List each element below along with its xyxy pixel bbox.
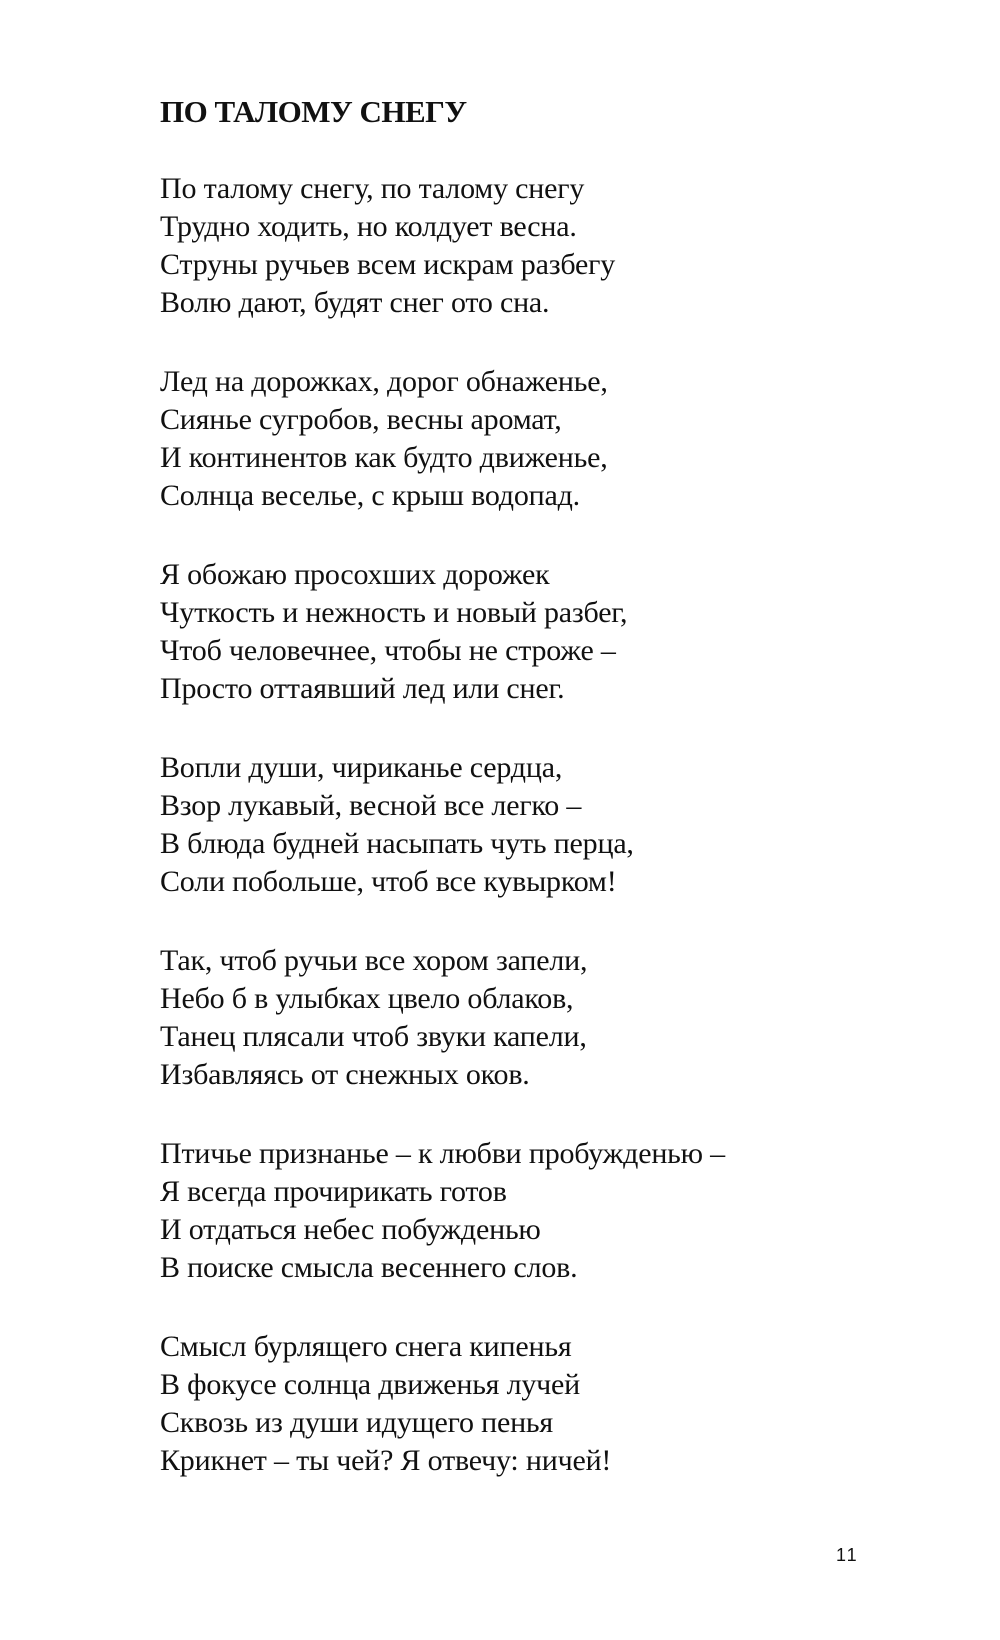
poem-line: Трудно ходить, но колдует весна.: [160, 210, 577, 243]
stanza: [160, 1328, 960, 1480]
poem-line: Так, чтоб ручьи все хором запели,: [160, 944, 588, 977]
stanza: [160, 749, 960, 901]
poem-line: Танец плясали чтоб звуки капели,: [160, 1020, 587, 1053]
poem-line: Я всегда прочирикать готов: [160, 1175, 507, 1208]
stanza: [160, 1135, 960, 1287]
poem-line: Солнца веселье, с крыш водопад.: [160, 479, 580, 512]
page-number: 11: [836, 1545, 859, 1565]
poem-line: Птичье признанье – к любви пробужденью –: [160, 1137, 725, 1170]
stanza: [160, 556, 960, 708]
poem-line: Взор лукавый, весной все легко –: [160, 789, 582, 822]
poem-line: Струны ручьев всем искрам разбегу: [160, 248, 616, 281]
poem-title: ПО ТАЛОМУ СНЕГУ: [160, 94, 467, 129]
poem-line: По талому снегу, по талому снегу: [160, 172, 585, 205]
poem-line: В блюда будней насыпать чуть перца,: [160, 827, 634, 860]
stanza: [160, 363, 960, 515]
poem-line: Соли побольше, чтоб все кувырком!: [160, 865, 617, 898]
poem-line: Вопли души, чириканье сердца,: [160, 751, 563, 784]
poem-line: В поиске смысла весеннего слов.: [160, 1251, 578, 1284]
poem-line: Волю дают, будят снег ото сна.: [160, 286, 550, 319]
poem-line: И отдаться небес побужденью: [160, 1213, 541, 1246]
poem-line: Просто оттаявший лед или снег.: [160, 672, 565, 705]
poem-line: Смысл бурлящего снега кипенья: [160, 1330, 572, 1363]
poem-line: Крикнет – ты чей? Я отвечу: ничей!: [160, 1444, 612, 1477]
poem-line: Чтоб человечнее, чтобы не строже –: [160, 634, 616, 667]
poem-line: Небо б в улыбках цвело облаков,: [160, 982, 574, 1015]
poem-line: Я обожаю просохших дорожек: [160, 558, 550, 591]
poem-line: И континентов как будто движенье,: [160, 441, 608, 474]
poem-line: Сквозь из души идущего пенья: [160, 1406, 553, 1439]
poem-line: В фокусе солнца движенья лучей: [160, 1368, 581, 1401]
poem-line: Лед на дорожках, дорог обнаженье,: [160, 365, 608, 398]
poem-line: Избавляясь от снежных оков.: [160, 1058, 530, 1091]
stanza: [160, 170, 960, 322]
poem-line: Сиянье сугробов, весны аромат,: [160, 403, 562, 436]
poem-body: [160, 170, 960, 1521]
stanza: [160, 942, 960, 1094]
poem-line: Чуткость и нежность и новый разбег,: [160, 596, 628, 629]
